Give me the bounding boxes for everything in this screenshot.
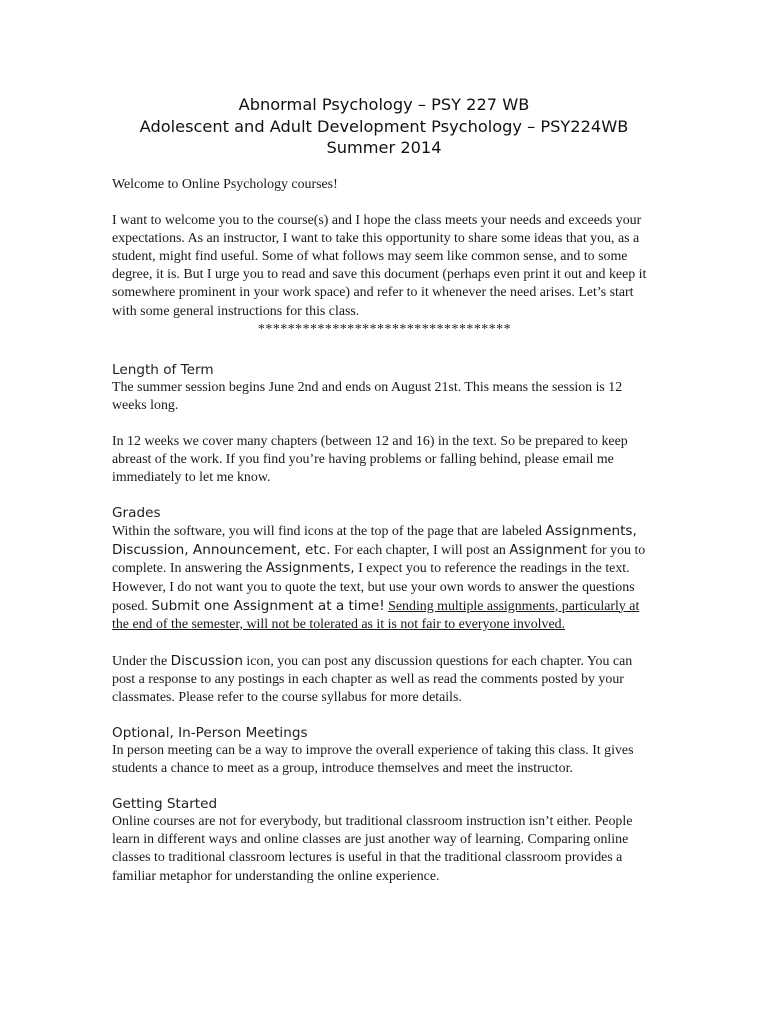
course-title-2: Adolescent and Adult Development Psychology – PSY224WB [139, 116, 629, 136]
grades-text-4: I expect you to reference the readings in the text. However, I do not want you to quote the text, but use your own words to answer the questions posed. [112, 561, 635, 614]
document-header [0, 94, 768, 159]
discussion-term: Discussion [170, 652, 243, 669]
grades-icon-names: Assignments, Discussion, Announcement, etc. [112, 523, 637, 559]
getting-started-paragraph: Online courses are not for everybody, but traditional classroom instruction isn’t either. People learn in different ways and online classes are just another way of learning. Comparing online classes to traditional classroom lectures is useful in that the traditional classroom provides a familiar metaphor for understanding the online experience. [112, 814, 633, 884]
heading-getting-started: Getting Started [112, 796, 218, 813]
term-title: Summer 2014 [326, 138, 442, 157]
grades-text-3: for you to complete. In answering the [112, 543, 646, 577]
heading-grades: Grades [112, 505, 161, 522]
course-title-1: Abnormal Psychology – PSY 227 WB [238, 95, 530, 114]
discussion-text-1: Under the [112, 653, 171, 669]
discussion-text-2: icon, you can post any discussion questions for each chapter. You can post a response to any postings in each chapter as well as read the comments posted by your classmates. Please refer to the course syllabus for more details. [112, 653, 633, 705]
discussion-paragraph [112, 652, 657, 707]
grades-assignments-term: Assignments, [265, 561, 355, 577]
separator-stars: ********************************** [257, 321, 512, 337]
heading-in-person-meetings: Optional, In-Person Meetings [112, 725, 308, 742]
length-paragraph-2: In 12 weeks we cover many chapters (between 12 and 16) in the text. So be prepared to keep abreast of the work. If you find you’re having problems or falling behind, please email me immediately to let me know. [112, 433, 628, 486]
grades-warning-underlined: Sending multiple assignments, particularly at the end of the semester, will not be tolerated as it is not fair to everyone involved. [112, 598, 640, 632]
meetings-paragraph: In person meeting can be a way to improve the overall experience of taking this class. It gives students a chance to meet as a group, introduce themselves and meet the instructor. [112, 743, 634, 777]
grades-text-1: Within the software, you will find icons at the top of the page that are labeled [112, 524, 546, 540]
grades-text-2: For each chapter, I will post an [330, 543, 510, 559]
grades-paragraph [112, 522, 657, 634]
heading-length-of-term: Length of Term [112, 361, 214, 378]
length-paragraph-1: The summer session begins June 2nd and ends on August 21st. This means the session is 12 weeks long. [112, 379, 623, 413]
grades-submit-one: Submit one Assignment at a time! [151, 597, 385, 614]
intro-paragraph: I want to welcome you to the course(s) and I hope the class meets your needs and exceeds your expectations. As an instructor, I want to take this opportunity to share some ideas that you, as a student, might find useful. Some of what follows may seem like common sense, and to some degree, it is. But I urge you to read and save this document (perhaps even print it out and keep it somewhere prominent in your work space) and refer to it whenever the need arises. Let’s start with some general instructions for this class. [112, 213, 647, 319]
document-body [112, 176, 657, 886]
welcome-line: Welcome to Online Psychology courses! [112, 177, 338, 192]
grades-assignment-term: Assignment [509, 543, 587, 559]
